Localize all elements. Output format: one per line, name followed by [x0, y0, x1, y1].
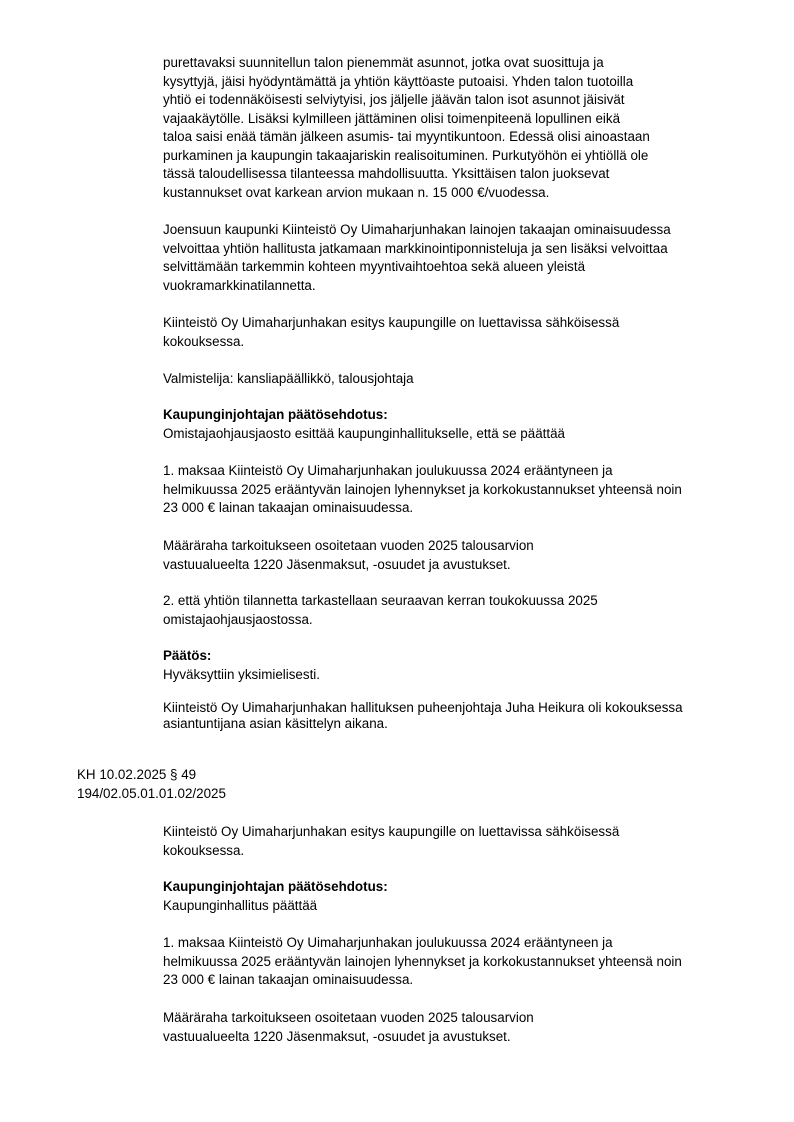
text-line: Kiinteistö Oy Uimaharjunhakan esitys kaupungille on luettavissa sähköisessä	[163, 824, 620, 839]
obligation-paragraph	[163, 221, 735, 295]
presentation-note-2	[163, 823, 735, 860]
proposal-item-1	[163, 462, 735, 518]
decision-text: Hyväksyttiin yksimielisesti.	[163, 666, 320, 682]
text-line: purettavaksi suunnitellun talon pienemmät asunnot, jotka ovat suosittuja ja	[163, 55, 604, 70]
preparer-line	[163, 370, 735, 389]
text-line: 1. maksaa Kiinteistö Oy Uimaharjunhakan joulukuussa 2024 erääntyneen ja	[163, 935, 613, 950]
text-line: vuokramarkkinatilannetta.	[163, 277, 316, 293]
text-line: yhtiö ei todennäköisesti selviytyisi, jos jäljelle jäävän talon isot asunnot jäisivät	[163, 92, 625, 107]
text-line: Kiinteistö Oy Uimaharjunhakan hallituksen puheenjohtaja Juha Heikura oli kokouksessa	[163, 700, 683, 715]
presentation-note	[163, 314, 735, 351]
text-line: purkaminen ja kaupungin takaajariskin realisoituminen. Purkutyöhön ei yhtiöllä ole	[163, 147, 649, 163]
text-line: omistajaohjausjaostossa.	[163, 611, 313, 627]
appropriation-paragraph	[163, 537, 735, 574]
text-line: taloa saisi enää tämän jälkeen asumis- tai myyntikuntoon. Edessä olisi ainoastaan	[163, 129, 650, 144]
kh-reference	[77, 766, 226, 803]
text-line: Määräraha tarkoitukseen osoitetaan vuoden 2025 talousarvion	[163, 1010, 534, 1025]
text-line: Määräraha tarkoitukseen osoitetaan vuoden 2025 talousarvion	[163, 538, 534, 553]
text-line: 2. että yhtiön tilannetta tarkastellaan seuraavan kerran toukokuussa 2025	[163, 593, 598, 608]
text-line: 1. maksaa Kiinteistö Oy Uimaharjunhakan joulukuussa 2024 erääntyneen ja	[163, 463, 613, 478]
proposal-item-2	[163, 592, 735, 629]
expert-note	[163, 700, 735, 732]
proposal-section-1	[163, 406, 735, 443]
text-line: kustannukset ovat karkean arvion mukaan n. 15 000 €/vuodessa.	[163, 184, 550, 200]
text-line: vastuualueelta 1220 Jäsenmaksut, -osuudet ja avustukset.	[163, 556, 511, 572]
meeting-reference: KH 10.02.2025 § 49	[77, 767, 197, 782]
text-line: kokouksessa.	[163, 333, 245, 349]
proposal-item-1-section-2	[163, 934, 735, 990]
text-line: kokouksessa.	[163, 842, 245, 858]
decision-section	[163, 647, 735, 684]
text-line: asiantuntijana asian käsittelyn aikana.	[163, 716, 388, 731]
text-line: 23 000 € lainan takaajan ominaisuudessa.	[163, 500, 414, 515]
preparer-text: Valmistelija: kansliapäällikkö, talousjohtaja	[163, 371, 414, 386]
text-line: vastuualueelta 1220 Jäsenmaksut, -osuudet ja avustukset.	[163, 1028, 511, 1044]
text-line: Kiinteistö Oy Uimaharjunhakan esitys kaupungille on luettavissa sähköisessä	[163, 315, 620, 330]
intro-paragraph	[163, 54, 735, 202]
text-line: vajaakäytölle. Lisäksi kylmilleen jättäminen olisi toimenpiteenä lopullinen eikä	[163, 110, 621, 126]
text-line: velvoittaa yhtiön hallitusta jatkamaan markkinointiponnisteluja ja sen lisäksi velvoittaa	[163, 240, 668, 256]
proposal-section-2	[163, 878, 735, 915]
appropriation-paragraph-2	[163, 1009, 735, 1046]
text-line: selvittämään tarkemmin kohteen myyntivaihtoehtoa sekä alueen yleistä	[163, 259, 586, 274]
text-line: tässä taloudellisessa tilanteessa mahdollisuutta. Yksittäisen talon juoksevat	[163, 166, 610, 181]
proposal-intro: Kaupunginhallitus päättää	[163, 897, 318, 913]
proposal-heading: Kaupunginjohtajan päätösehdotus:	[163, 407, 388, 422]
proposal-intro: Omistajaohjausjaosto esittää kaupunginhallitukselle, että se päättää	[163, 425, 565, 441]
text-line: Joensuun kaupunki Kiinteistö Oy Uimaharjunhakan lainojen takaajan ominaisuudessa	[163, 222, 671, 237]
text-line: helmikuussa 2025 erääntyvän lainojen lyhennykset ja korkokustannukset yhteensä noin	[163, 953, 682, 969]
record-number: 194/02.05.01.01.02/2025	[77, 785, 226, 801]
decision-heading: Päätös:	[163, 648, 212, 663]
text-line: helmikuussa 2025 erääntyvän lainojen lyhennykset ja korkokustannukset yhteensä noin	[163, 481, 682, 497]
text-line: 23 000 € lainan takaajan ominaisuudessa.	[163, 972, 414, 987]
text-line: kysyttyjä, jäisi hyödyntämättä ja yhtiön käyttöaste putoaisi. Yhden talon tuotoilla	[163, 73, 634, 89]
proposal-heading: Kaupunginjohtajan päätösehdotus:	[163, 879, 388, 894]
